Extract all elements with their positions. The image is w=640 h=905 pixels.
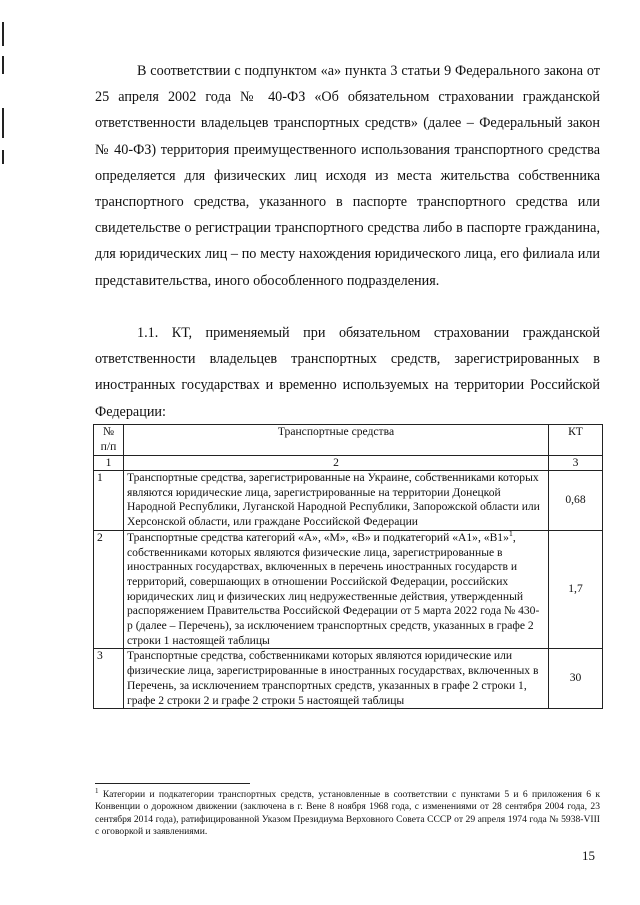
paragraph-1-1: 1.1. КТ, применяемый при обязательном страховании гражданской ответственности владельцев транспортных средств, зарегистрированных в иностранных государствах и временно используемых на территории Российской Федерации: <box>95 325 600 420</box>
binding-mark <box>2 150 4 164</box>
row-text-part: , собственниками которых являются физические лица, зарегистрированные в иностранных государствах, включенных в перечень иностранных государств и территорий, совершающих в отношении Российской Федерации, российских юридических лиц и физических лиц недружественные действия, утвержденный распоряжением Правительства Российской Федерации от 5 марта 2022 года № 430-р (далее – Перечень), за исключением транспортных средств, указанных в графе 2 строки 1 настоящей таблицы <box>127 530 540 647</box>
binding-mark <box>2 56 4 74</box>
row-description <box>124 530 549 649</box>
row-number: 2 <box>94 530 124 649</box>
row-description: Транспортные средства, зарегистрированные на Украине, собственниками которых являются юридические лица, зарегистрированные на территории Донецкой Народной Республики, Луганской Народной Республики, Запорожской области или Херсонской области, или граждане Российской Федерации <box>124 471 549 531</box>
table-row <box>94 649 603 709</box>
table-header-row <box>94 425 603 456</box>
index-cell: 2 <box>124 456 549 471</box>
table-index-row <box>94 456 603 471</box>
index-cell: 1 <box>94 456 124 471</box>
kt-table <box>93 424 603 709</box>
header-kt: КТ <box>549 425 603 456</box>
binding-mark <box>2 108 4 138</box>
header-num: № п/п <box>94 425 124 456</box>
binding-mark <box>2 22 4 46</box>
header-vehicles: Транспортные средства <box>124 425 549 456</box>
footnote-reference: 1 <box>508 528 513 538</box>
footnote-marker: 1 <box>95 786 99 795</box>
page-number: 15 <box>582 848 595 863</box>
row-description: Транспортные средства, собственниками которых являются юридические или физические лица, зарегистрированные в иностранных государствах, включенных в Перечень, за исключением транспортных средств, указанных в графе 2 строки 1, графе 2 строки 2 и графе 2 строки 5 настоящей таблицы <box>124 649 549 709</box>
row-kt-value: 0,68 <box>549 471 603 531</box>
row-number: 1 <box>94 471 124 531</box>
paragraph-territory-definition: В соответствии с подпунктом «а» пункта 3 статьи 9 Федерального закона от 25 апреля 2002 года № 40-ФЗ «Об обязательном страховании гражданской ответственности владельцев транспортных средств» (далее – Федеральный закон № 40-ФЗ) территория преимущественного использования транспортного средства определяется для физических лиц исходя из места жительства собственника транспортного средства, указанного в паспорте транспортного средства или свидетельстве о регистрации транспортного средства либо в паспорте гражданина, для юридических лиц – по месту нахождения юридического лица, его филиала или представительства, иного обособленного подразделения. <box>95 63 600 289</box>
footnote-separator <box>95 783 250 784</box>
footnote-text: Категории и подкатегории транспортных средств, установленные в соответствии с пунктами 5 и 6 приложения 6 к Конвенции о дорожном движении (заключена в г. Вене 8 ноября 1968 года, с изменениями от 28 сентября 2004 года, 23 сентября 2014 года), ратифицированной Указом Президиума Верховного Совета СССР от 29 апреля 1974 года № 5938-VIII с оговоркой и заявлениями. <box>95 789 600 838</box>
row-text-part: Транспортные средства категорий «А», «М», «В» и подкатегорий «А1», «В1» <box>127 530 509 544</box>
row-kt-value: 1,7 <box>549 530 603 649</box>
row-kt-value: 30 <box>549 649 603 709</box>
index-cell: 3 <box>549 456 603 471</box>
table-row <box>94 530 603 649</box>
row-number: 3 <box>94 649 124 709</box>
footnote <box>95 786 600 839</box>
table-row <box>94 471 603 531</box>
